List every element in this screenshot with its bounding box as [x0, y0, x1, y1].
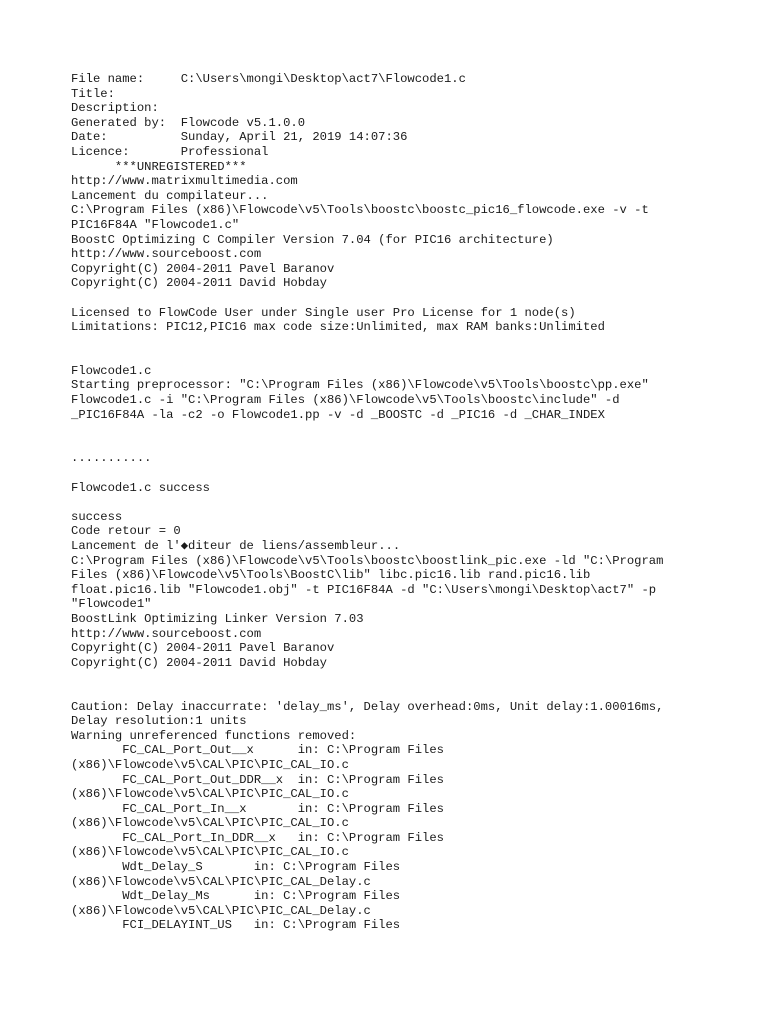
log-line: Caution: Delay inaccurrate: 'delay_ms', Delay overhead:0ms, Unit delay:1.00016ms, [71, 699, 664, 714]
log-line: http://www.sourceboost.com [71, 247, 262, 262]
log-line: File name: C:\Users\mongi\Desktop\act7\Flowcode1.c [71, 72, 466, 86]
log-line: Limitations: PIC12,PIC16 max code size:Unlimited, max RAM banks:Unlimited [71, 320, 605, 335]
log-line: C:\Program Files (x86)\Flowcode\v5\Tools\boostc\boostc_pic16_flowcode.exe -v -t [71, 203, 649, 218]
log-line [71, 670, 751, 685]
log-line: Copyright(C) 2004-2011 David Hobday [71, 276, 327, 291]
log-line: Flowcode1.c [71, 363, 152, 378]
log-line: FC_CAL_Port_In_DDR__x in: C:\Program Files [71, 830, 444, 845]
log-line: Copyright(C) 2004-2011 David Hobday [71, 655, 327, 670]
log-line [71, 437, 751, 452]
log-line: "Flowcode1" [71, 597, 152, 612]
log-line: ........... [71, 451, 152, 466]
log-line: Licensed to FlowCode User under Single user Pro License for 1 node(s) [71, 305, 576, 320]
log-line: Date: Sunday, April 21, 2019 14:07:36 [71, 130, 408, 145]
log-line: _PIC16F84A -la -c2 -o Flowcode1.pp -v -d _BOOSTC -d _PIC16 -d _CHAR_INDEX [71, 407, 605, 422]
log-line [71, 422, 751, 437]
log-line: http://www.sourceboost.com [71, 626, 262, 641]
log-line: Flowcode1.c -i "C:\Program Files (x86)\Flowcode\v5\Tools\boostc\include" -d [71, 393, 620, 408]
log-line: Starting preprocessor: "C:\Program Files (x86)\Flowcode\v5\Tools\boostc\pp.exe" [71, 378, 649, 393]
log-line: Lancement du compilateur... [71, 188, 269, 203]
log-line: success [71, 509, 123, 524]
log-line: Copyright(C) 2004-2011 Pavel Baranov [71, 261, 335, 276]
log-line: Warning unreferenced functions removed: [71, 728, 357, 743]
log-line: (x86)\Flowcode\v5\CAL\PIC\PIC_CAL_Delay.c [71, 874, 371, 889]
log-line: FC_CAL_Port_Out_DDR__x in: C:\Program Files [71, 772, 444, 787]
log-line: BoostLink Optimizing Linker Version 7.03 [71, 611, 364, 626]
log-line: Title: [71, 86, 115, 101]
log-line: (x86)\Flowcode\v5\CAL\PIC\PIC_CAL_IO.c [71, 816, 349, 831]
log-line: PIC16F84A "Flowcode1.c" [71, 217, 240, 232]
log-line [71, 685, 751, 700]
log-line: ***UNREGISTERED*** [71, 159, 247, 174]
log-line: Wdt_Delay_Ms in: C:\Program Files [71, 889, 401, 904]
log-line: FC_CAL_Port_In__x in: C:\Program Files [71, 801, 444, 816]
log-line: (x86)\Flowcode\v5\CAL\PIC\PIC_CAL_Delay.c [71, 903, 371, 918]
log-line: Wdt_Delay_S in: C:\Program Files [71, 860, 401, 875]
log-line [71, 495, 751, 510]
log-line: FC_CAL_Port_Out__x in: C:\Program Files [71, 743, 444, 758]
log-line: Code retour = 0 [71, 524, 181, 539]
log-line [71, 335, 751, 350]
log-line: Flowcode1.c success [71, 480, 210, 495]
log-line: Lancement de l'◆diteur de liens/assembleur... [71, 539, 401, 553]
log-line [71, 466, 751, 481]
log-line: BoostC Optimizing C Compiler Version 7.04 (for PIC16 architecture) [71, 232, 554, 247]
log-line: C:\Program Files (x86)\Flowcode\v5\Tools\boostc\boostlink_pic.exe -ld "C:\Program [71, 553, 664, 568]
log-line: (x86)\Flowcode\v5\CAL\PIC\PIC_CAL_IO.c [71, 787, 349, 802]
log-line: FCI_DELAYINT_US in: C:\Program Files [71, 918, 401, 933]
log-line: (x86)\Flowcode\v5\CAL\PIC\PIC_CAL_IO.c [71, 845, 349, 860]
log-line: Copyright(C) 2004-2011 Pavel Baranov [71, 641, 335, 656]
log-line: Generated by: Flowcode v5.1.0.0 [71, 115, 306, 130]
compiler-log-text [71, 72, 751, 933]
log-line [71, 349, 751, 364]
log-line: http://www.matrixmultimedia.com [71, 174, 298, 189]
log-line [71, 291, 751, 306]
log-line: Delay resolution:1 units [71, 714, 247, 729]
log-line: float.pic16.lib "Flowcode1.obj" -t PIC16F84A -d "C:\Users\mongi\Desktop\act7" -p [71, 582, 657, 597]
log-line: Description: [71, 101, 159, 116]
log-line: Files (x86)\Flowcode\v5\Tools\BoostC\lib" libc.pic16.lib rand.pic16.lib [71, 568, 591, 583]
log-line: (x86)\Flowcode\v5\CAL\PIC\PIC_CAL_IO.c [71, 757, 349, 772]
log-line: Licence: Professional [71, 144, 269, 159]
